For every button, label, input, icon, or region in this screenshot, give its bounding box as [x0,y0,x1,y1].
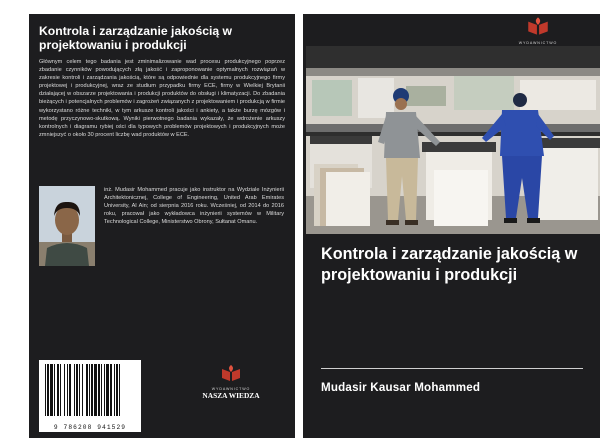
publisher-line2: NASZA WIEDZA [202,391,260,400]
front-cover [303,14,600,438]
author-photo [39,186,95,266]
book-logo-icon [219,364,243,382]
barcode-digits: 9 786208 941529 [53,424,127,431]
author-portrait-icon [39,186,95,266]
factory-workers-illustration [306,46,600,234]
front-cover-author: Mudasir Kausar Mohammed [321,381,481,394]
back-cover [29,14,295,438]
cover-photo-factory [306,46,600,234]
title-divider [321,368,583,369]
isbn-barcode [39,360,141,432]
publisher-logo-back [201,364,261,400]
front-cover-title: Kontrola i zarządzanie jakością w projektowaniu i produkcji [321,245,578,284]
spine-gap [295,14,303,438]
publisher-line1: WYDAWNICTWO [211,387,251,391]
back-cover-title: Kontrola i zarządzanie jakością w projektowaniu i produkcji [39,24,233,52]
book-logo-icon [525,16,551,36]
publisher-line1: WYDAWNICTWO [518,41,558,45]
back-cover-description: Głównym celem tego badania jest zminimalizowanie wad procesu produkcyjnego poprzez zbadanie czynników powodujących złą jakość i zaproponowanie optymalnych rozwiązań w zakresie kontroli i zarządzania jakością, które są odpowiednie dla systemu produkcyjnego firmy projektowej i produkcyjnej, wraz ze studium przypadku firmy ECE, firmy w Wielkiej Brytanii działającej w obszarze projektowania i produkcji produktów do obsługi i klimatyzacji. Do zbadania bieżących i potencjalnych problemów i zagrożeń związanych z projektowaniem i produkcją w firmie wykorzystano różne techniki, w tym arkusze kontroli jakości i ankiety, a także burzę mózgów i metodę przyczynowo-skutkową. Wyniki pierwotnego badania wykazały, że wdrożenie arkuszy kontrolnych i diagramu rybiej ości dla typowych problemów projektowych i produkcyjnych może zmniejszyć o około 30 procent liczbę wad produktów w ECE. [39,59,285,138]
author-bio: inż. Mudasir Mohammed pracuje jako instruktor na Wydziale Inżynierii Architektonicznej, College of Engineering, United Arab Emirates University, Al Ain; od sierpnia 2016 roku. Wcześniej, od 2014 do 2016 roku, pracował jako wykładowca inżynierii systemów w Military Technological College, Ministerstwo Obrony, Sułtanat Omanu. [104,187,284,226]
barcode-bars-icon [39,360,141,420]
